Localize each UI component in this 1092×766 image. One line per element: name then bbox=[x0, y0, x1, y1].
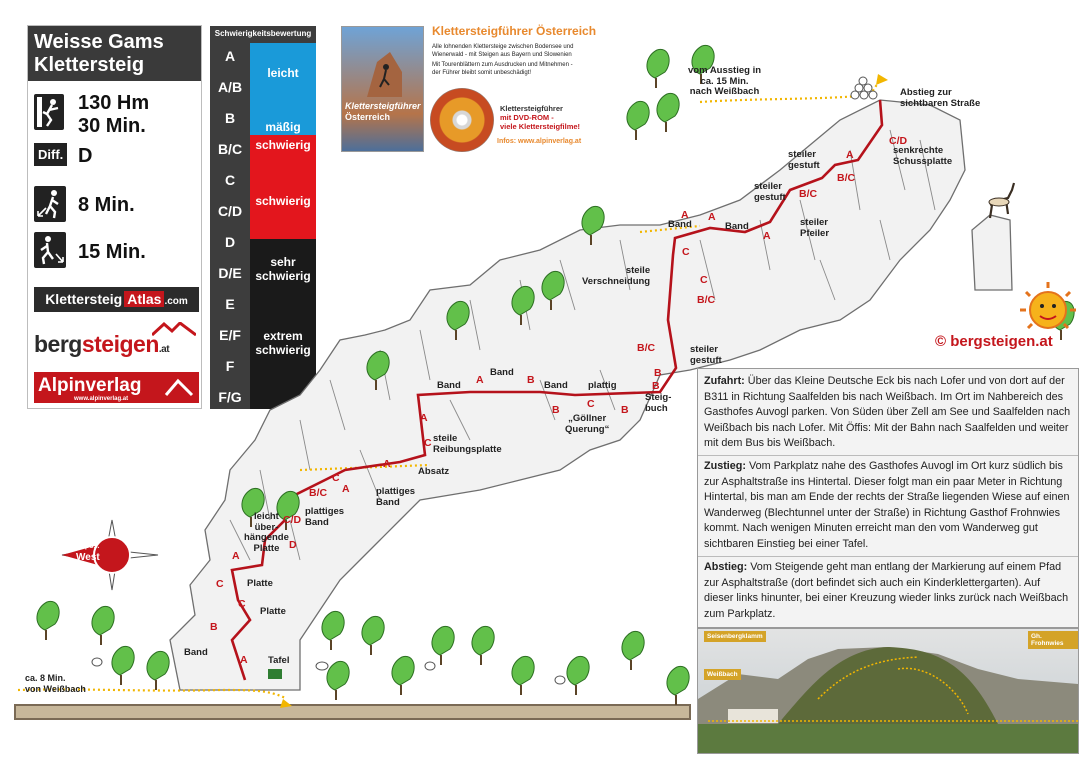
chamois-icon bbox=[989, 183, 1014, 218]
photo-tag-weissbach: Weißbach bbox=[704, 669, 741, 680]
route-title-line2: Klettersteig bbox=[34, 54, 145, 76]
grade-label: E/F bbox=[219, 327, 241, 343]
route-grade: B bbox=[621, 404, 629, 416]
map-label: Tafel bbox=[268, 655, 290, 666]
route-grade: B bbox=[654, 367, 662, 379]
route-grade: B/C bbox=[799, 188, 818, 200]
exit-label: vom Ausstieg in ca. 15 Min. nach Weißbach bbox=[688, 65, 762, 97]
dvd-line: viele Klettersteigfilme! bbox=[500, 122, 581, 131]
route-grade: A bbox=[240, 654, 248, 666]
route-grade: B bbox=[527, 374, 535, 386]
compass-line: Expos. bbox=[76, 543, 100, 550]
map-label: steiler Pfeiler bbox=[800, 217, 830, 239]
route-grade: A bbox=[763, 230, 771, 242]
landscape-photo bbox=[698, 629, 1078, 753]
map-label: plattiges Band bbox=[305, 506, 345, 528]
route-grade: A bbox=[708, 211, 716, 223]
approach-label: ca. 8 Min. von Weißbach bbox=[25, 673, 86, 694]
band-label: mäßig bbox=[265, 120, 301, 134]
route-title-line1: Weisse Gams bbox=[34, 31, 164, 53]
difficulty-tag: Diff. bbox=[34, 143, 67, 166]
route-grade: B/C bbox=[697, 294, 716, 306]
description-panel bbox=[697, 368, 1079, 628]
grade-label: B/C bbox=[217, 141, 243, 157]
section-label: Abstieg: bbox=[704, 561, 748, 573]
dvd-line: mit DVD-ROM - bbox=[500, 113, 554, 122]
route-grade: B bbox=[552, 404, 560, 416]
map-label: Platte bbox=[260, 606, 286, 617]
section-text: Über das Kleine Deutsche Eck bis nach Lofer und von dort auf der B311 in Richtung Saalfelden bis nach Weißbach. Im Ort im Nahbereich des Gasthofes Auvogl parken. Von Süden über Zell am See und Saalfelden nach Weißbach bis nach Lofer. Mit Öffis: Mit der Bahn nach Saalfelden und weiter mit dem Bus bis Weißbach. bbox=[704, 375, 1071, 450]
route-grade: C bbox=[238, 598, 246, 610]
route-grade: C bbox=[682, 246, 690, 258]
route-grade: C bbox=[216, 578, 224, 590]
grade-label: C bbox=[224, 172, 236, 188]
map-label: Band bbox=[544, 380, 568, 391]
map-label: Absatz bbox=[418, 466, 450, 477]
ascent-height: 130 Hm bbox=[78, 92, 150, 114]
route-grade: B bbox=[652, 380, 660, 392]
dvd-line: Klettersteigführer bbox=[500, 104, 563, 113]
route-grade: C bbox=[424, 437, 432, 449]
route-grade: C/D bbox=[889, 135, 908, 147]
route-grade: B bbox=[210, 621, 218, 633]
band-label: sehr schwierig bbox=[255, 255, 311, 283]
logo-part: steigen bbox=[81, 331, 159, 357]
route-grade: A bbox=[846, 149, 854, 161]
descent-time: 15 Min. bbox=[78, 241, 146, 263]
compass-label bbox=[76, 541, 100, 563]
route-grade: A bbox=[681, 209, 689, 221]
map-label: plattiges Band bbox=[376, 486, 416, 508]
logo-part: Atlas bbox=[124, 291, 164, 307]
map-label: plattig bbox=[588, 380, 617, 391]
alpinverlag-url: www.alpinverlag.at bbox=[74, 396, 129, 402]
descent-road-label: Abstieg zur sichtbaren Straße bbox=[900, 87, 981, 109]
logo-part: .at bbox=[158, 344, 170, 355]
grade-label: B bbox=[224, 110, 236, 126]
section-text: Vom Parkplatz nahe des Gasthofes Auvogl im Ort kurz südlich bis zur Asphaltstraße ins Hintertal. Dieser folgt man ein paar Meter in Richtung Hintertal, bis man am Ende der rechts der Straße liegenden Wiese auf einen Wanderweg (Blechtunnel unter der Straße) in Richtung Gasthof Frohnwies kommt. Nach wenigen Minuten erreicht man den vom Wanderweg gut sichtbaren Einstieg bei einer Tafel. bbox=[704, 460, 1070, 550]
photo-tag-frohnwies: Gh. Frohnwies bbox=[1028, 631, 1078, 649]
book-info-link[interactable]: Infos: www.alpinverlag.at bbox=[497, 138, 582, 145]
map-label: steiler gestuft bbox=[788, 149, 820, 171]
logo-part: Alpinverlag bbox=[38, 375, 142, 396]
route-grade: A bbox=[342, 483, 350, 495]
logo-part: Klettersteig bbox=[45, 291, 123, 307]
map-label: Band bbox=[725, 221, 749, 232]
pinnacle bbox=[972, 215, 1012, 290]
map-label: Band bbox=[184, 647, 208, 658]
divider bbox=[698, 455, 1078, 456]
logo-part: berg bbox=[34, 331, 82, 357]
grade-label: C/D bbox=[217, 203, 243, 219]
route-grade: D bbox=[289, 539, 297, 551]
approach-time: 8 Min. bbox=[78, 194, 135, 216]
difficulty-value: D bbox=[78, 145, 93, 167]
divider bbox=[698, 556, 1078, 557]
map-label: steile Verschneidung bbox=[582, 265, 651, 287]
zufahrt-section bbox=[704, 374, 1072, 452]
band-label: extrem schwierig bbox=[255, 329, 311, 357]
map-label: Platte bbox=[247, 578, 273, 589]
map-label: steiler gestuft bbox=[690, 344, 722, 366]
map-label: Band bbox=[668, 219, 692, 230]
road bbox=[15, 705, 690, 719]
band-label: schwierig bbox=[255, 138, 311, 152]
path-arrow bbox=[876, 74, 888, 85]
map-label: leicht über- hängende Platte bbox=[244, 511, 289, 554]
route-grade: A bbox=[383, 458, 391, 470]
band-label: schwierig bbox=[255, 194, 311, 208]
route-grade: C/D bbox=[283, 514, 302, 526]
grade-label: E bbox=[225, 296, 235, 312]
route-grade: A bbox=[232, 550, 240, 562]
abstieg-section bbox=[704, 560, 1072, 622]
section-text: Vom Steigende geht man entlang der Markierung auf einem Pfad zur Asphaltstraße (dort befindet sich auch ein Kinderklettergarten). Auf dieser links hinunter, bei einer Kreuzung wieder links zurück nach Weißbach zum Parkplatz. bbox=[704, 561, 1069, 620]
compass-line: West bbox=[76, 552, 100, 563]
approach-photo bbox=[697, 628, 1079, 754]
map-label: Band bbox=[490, 367, 514, 378]
grade-label: A/B bbox=[217, 79, 243, 95]
route-grade: A bbox=[420, 412, 428, 424]
section-label: Zustieg: bbox=[704, 460, 746, 472]
book-cover-subtitle: Österreich bbox=[345, 112, 391, 122]
zustieg-section bbox=[704, 459, 1072, 553]
scale-title: Schwierigkeitsbewertung bbox=[214, 29, 312, 38]
book-ad-title: Klettersteigführer Österreich bbox=[432, 24, 597, 38]
ascent-time: 30 Min. bbox=[78, 115, 146, 137]
route-grade: A bbox=[476, 374, 484, 386]
grade-label: A bbox=[224, 48, 236, 64]
map-label: steiler gestuft bbox=[754, 181, 786, 203]
map-label: senkrechte Schussplatte bbox=[893, 145, 953, 167]
route-grade: C bbox=[587, 398, 595, 410]
route-grade: B/C bbox=[637, 342, 656, 354]
copyright-label: © bergsteigen.at bbox=[935, 333, 1053, 350]
book-cover-title: Klettersteigführer bbox=[345, 101, 421, 111]
map-label: Steig- buch bbox=[645, 392, 672, 414]
photo-tag-seisenbergklamm: Seisenbergklamm bbox=[704, 631, 766, 642]
book-ad-text-2: Mit Tourenblättern zum Ausdrucken und Mitnehmen - der Führer bleibt somit unbeschädigt! bbox=[432, 62, 573, 76]
tafel-sign bbox=[268, 669, 282, 679]
route-grade: B/C bbox=[837, 172, 856, 184]
band-label: leicht bbox=[267, 66, 299, 80]
logo-part: .com bbox=[164, 296, 188, 307]
map-label: steile Reibungsplatte bbox=[433, 433, 502, 455]
section-label: Zufahrt: bbox=[704, 375, 745, 387]
route-grade: C bbox=[332, 472, 340, 484]
grade-label: D/E bbox=[218, 265, 242, 281]
grade-label: D bbox=[224, 234, 236, 250]
book-ad-text-1: Alle lohnenden Klettersteige zwischen Bodensee und Wienerwald - mit Steigen aus Bayern und Slowenien bbox=[432, 44, 574, 58]
route-grade: B/C bbox=[309, 487, 328, 499]
route-grade: C bbox=[700, 274, 708, 286]
map-label: „Göllner Querung“ bbox=[565, 413, 610, 435]
grade-label: F/G bbox=[218, 389, 242, 405]
map-label: Band bbox=[437, 380, 461, 391]
grade-label: F bbox=[225, 358, 235, 374]
